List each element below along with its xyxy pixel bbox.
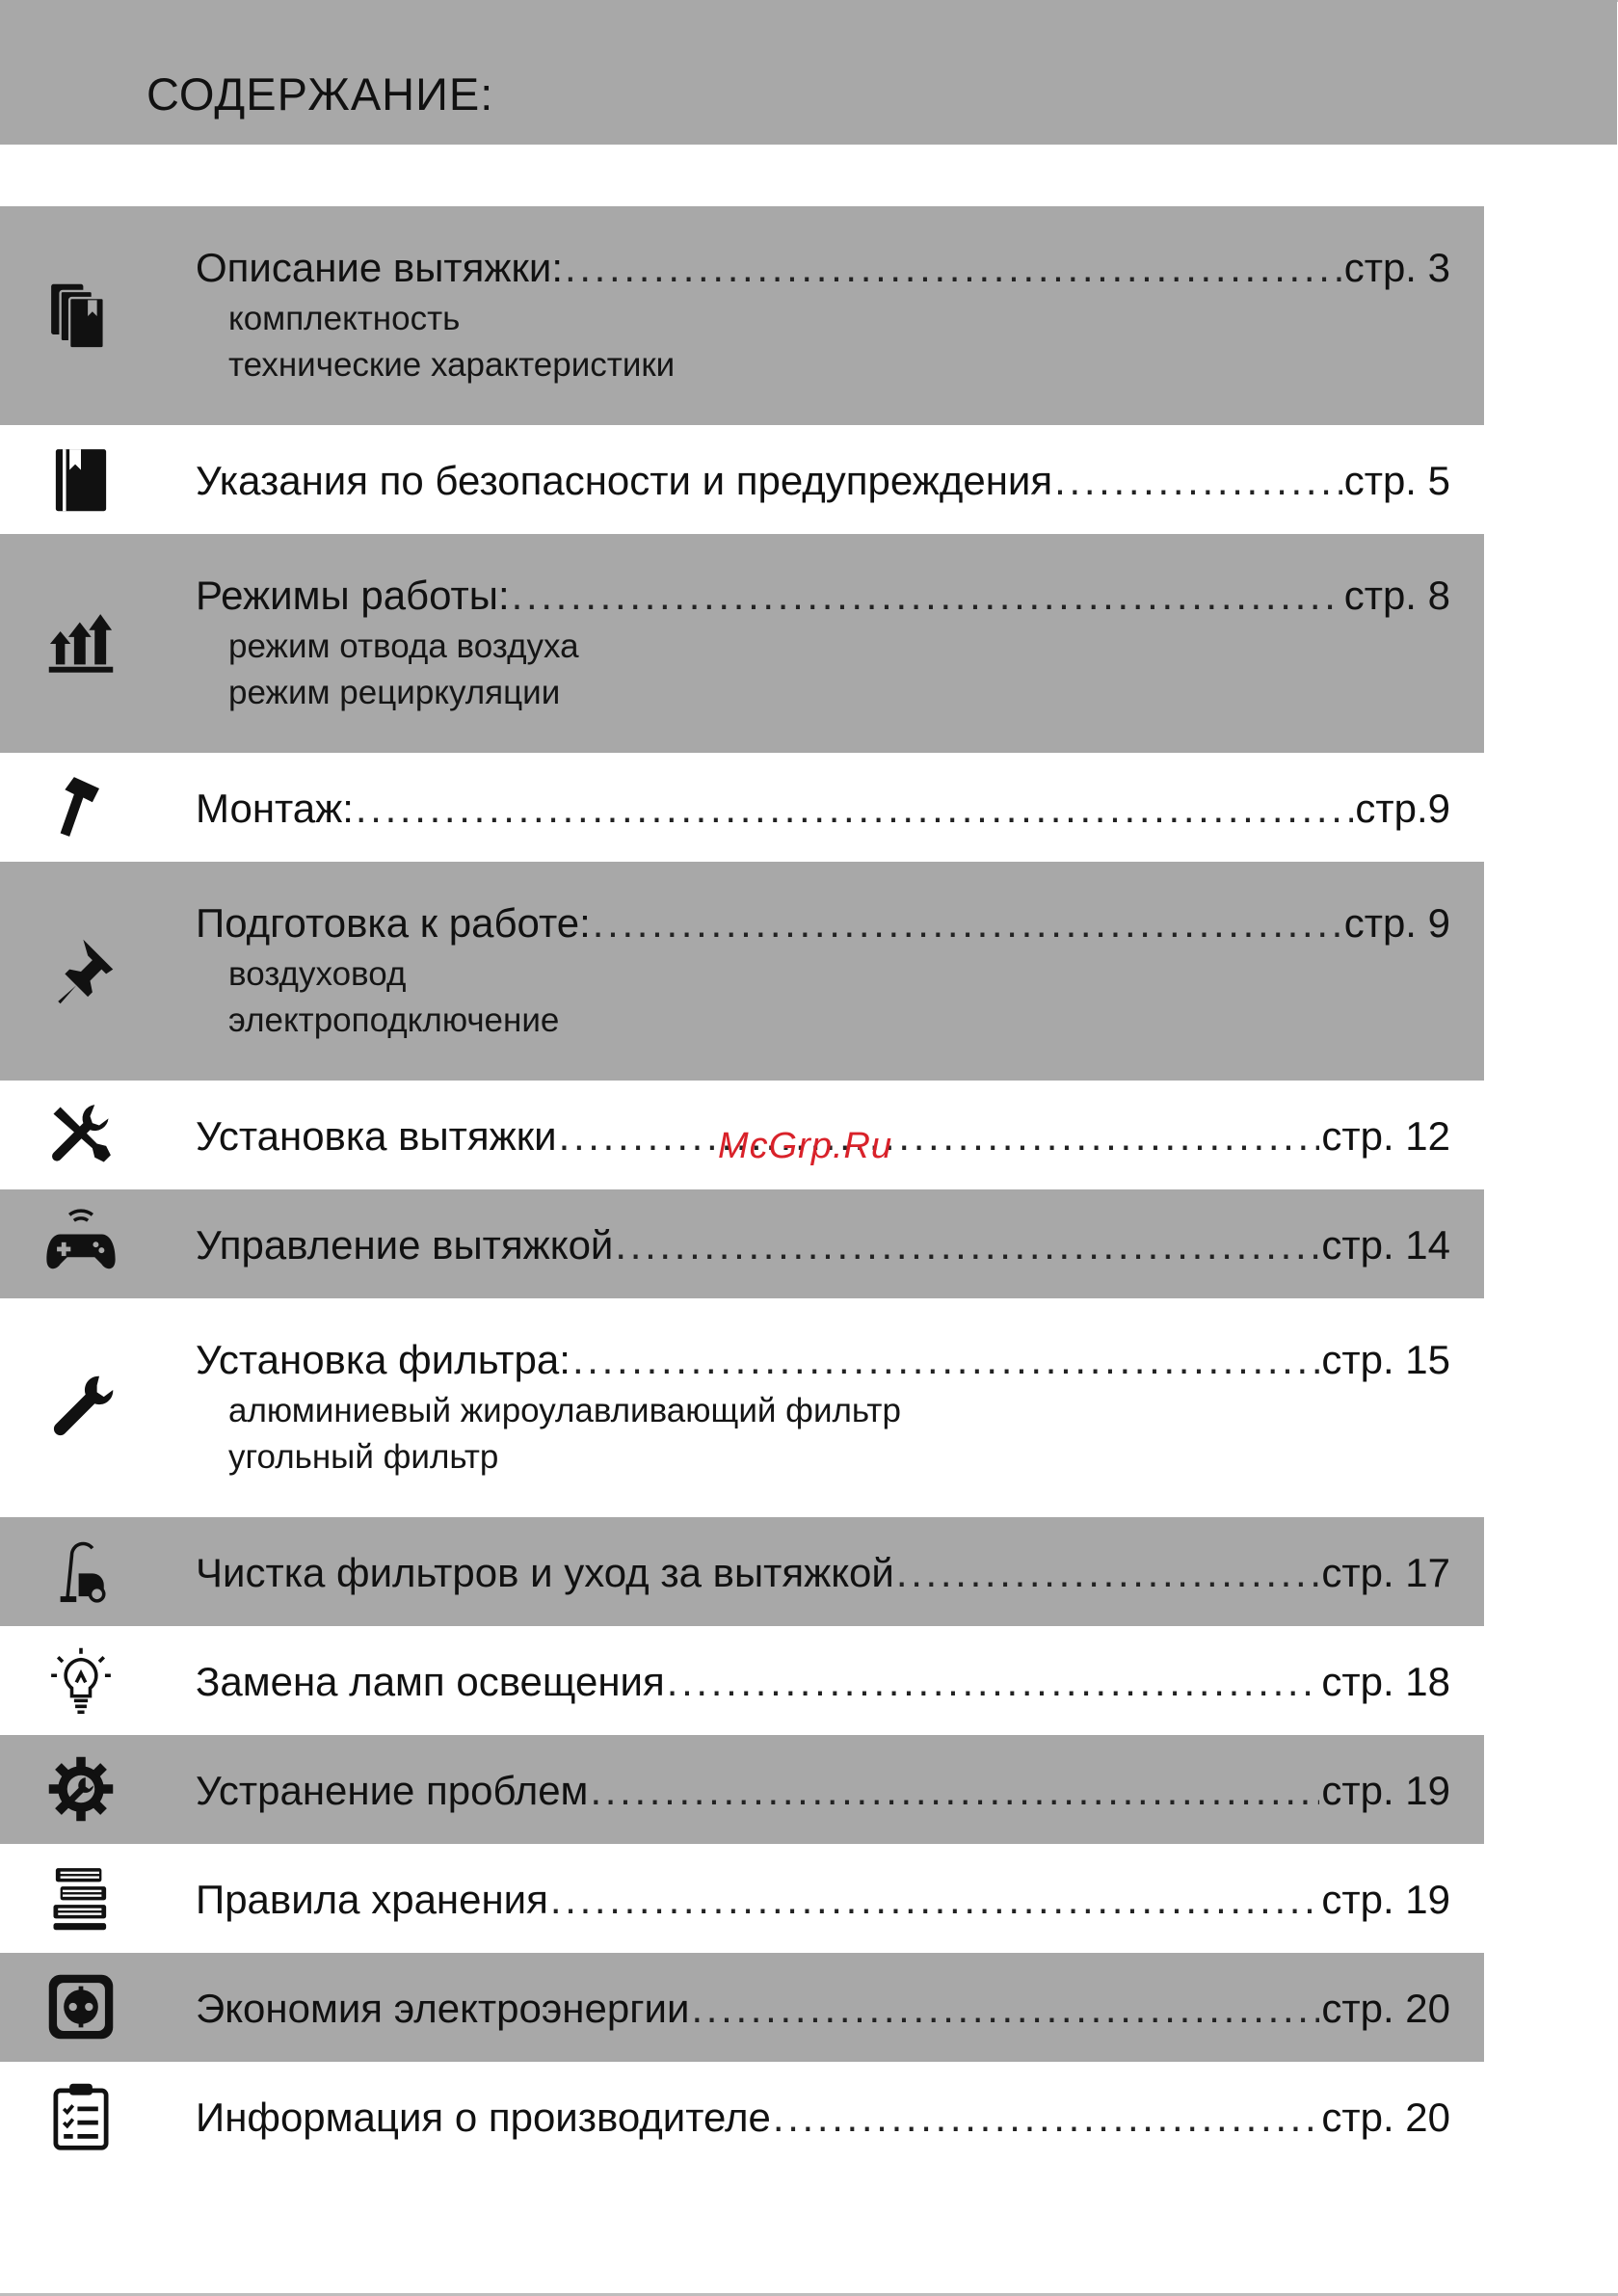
toc-entry-safety[interactable] — [0, 425, 1484, 534]
entry-page: стр. 19 — [1321, 1877, 1450, 1922]
power-socket-icon — [39, 1964, 123, 2049]
entry-title: Информация о производителе — [196, 2095, 771, 2140]
entry-title: Управление вытяжкой — [196, 1222, 614, 1268]
book-bookmark-icon — [39, 437, 123, 521]
pushpin-icon — [39, 929, 123, 1014]
leader-dots — [593, 898, 1342, 948]
entry-page: стр.9 — [1355, 786, 1450, 831]
page-title: СОДЕРЖАНИЕ: — [146, 68, 494, 120]
entry-page: стр. 20 — [1321, 1986, 1450, 2031]
entry-page: стр. 19 — [1321, 1768, 1450, 1813]
entry-page: стр. 20 — [1321, 2095, 1450, 2140]
tools-icon — [39, 1092, 123, 1177]
entry-title: Экономия электроэнергии — [196, 1986, 690, 2031]
entry-page: стр. 12 — [1321, 1113, 1450, 1159]
books-icon — [39, 274, 123, 359]
entry-title: Устранение проблем — [196, 1768, 589, 1813]
leader-dots — [565, 243, 1342, 293]
entry-page: стр. 18 — [1321, 1659, 1450, 1704]
toc-entry-storage[interactable] — [0, 1844, 1484, 1953]
leader-dots — [896, 1548, 1319, 1598]
toc-entry-description[interactable] — [0, 206, 1484, 425]
entry-title: Установка фильтра: — [196, 1337, 570, 1382]
entry-title: Указания по безопасности и предупреждения — [196, 458, 1053, 503]
entry-title: Замена ламп освещения — [196, 1659, 665, 1704]
entry-page: стр. 17 — [1321, 1550, 1450, 1595]
entry-page: стр. 5 — [1343, 458, 1450, 503]
toc-entry-cleaning[interactable] — [0, 1517, 1484, 1626]
leader-dots — [691, 1984, 1319, 2034]
wrench-icon — [39, 1366, 123, 1451]
watermark: McGrp.Ru — [718, 1126, 893, 1166]
entry-page: стр. 3 — [1343, 245, 1450, 290]
entry-title: Режимы работы: — [196, 573, 510, 618]
toc-entry-filter[interactable] — [0, 1298, 1484, 1517]
entry-page: стр. 9 — [1343, 900, 1450, 946]
subitem: алюминиевый жироулавливающий фильтр — [228, 1392, 901, 1429]
toc-entry-control[interactable] — [0, 1189, 1484, 1298]
subitem: воздуховод — [228, 955, 407, 993]
subitem: электроподключение — [228, 1001, 560, 1039]
leader-dots — [590, 1766, 1319, 1816]
toc-entry-preparation[interactable] — [0, 862, 1484, 1081]
toc-entry-lamps[interactable] — [0, 1626, 1484, 1735]
leader-dots — [572, 1335, 1319, 1385]
leader-dots — [667, 1657, 1320, 1707]
entry-page: стр. 14 — [1321, 1222, 1450, 1268]
entry-title: Установка вытяжки — [196, 1113, 557, 1159]
subitem: технические характеристики — [228, 346, 676, 384]
entry-title: Чистка фильтров и уход за вытяжкой — [196, 1550, 894, 1595]
gear-wrench-icon — [39, 1747, 123, 1831]
leader-dots — [773, 2093, 1319, 2143]
toc-entry-mounting[interactable] — [0, 753, 1484, 862]
toc-entry-energy[interactable] — [0, 1953, 1484, 2062]
vacuum-cleaner-icon — [39, 1529, 123, 1614]
clipboard-list-icon — [39, 2073, 123, 2158]
subitem: режим отвода воздуха — [228, 627, 579, 665]
stacked-books-icon — [39, 1855, 123, 1940]
leader-dots — [356, 784, 1353, 834]
entry-page: стр. 15 — [1321, 1337, 1450, 1382]
leader-dots — [512, 571, 1342, 621]
toc-entry-manufacturer[interactable] — [0, 2062, 1484, 2171]
leader-dots — [1054, 456, 1342, 506]
leader-dots — [615, 1220, 1319, 1270]
table-of-contents — [0, 206, 1484, 2171]
leader-dots — [550, 1875, 1319, 1925]
subitem: комплектность — [228, 300, 461, 337]
arrows-up-icon — [39, 601, 123, 686]
lightbulb-icon — [39, 1638, 123, 1722]
toc-entry-modes[interactable] — [0, 534, 1484, 753]
gamepad-icon — [39, 1201, 123, 1286]
toc-entry-troubleshooting[interactable] — [0, 1735, 1484, 1844]
subitem: угольный фильтр — [228, 1438, 499, 1476]
entry-title: Описание вытяжки: — [196, 245, 563, 290]
entry-title: Монтаж: — [196, 786, 354, 831]
entry-page: стр. 8 — [1343, 573, 1450, 618]
hammer-icon — [39, 764, 123, 849]
leader-dots — [559, 1111, 1320, 1161]
entry-title: Правила хранения — [196, 1877, 548, 1922]
subitem: режим рециркуляции — [228, 674, 561, 711]
page-header — [0, 0, 1617, 145]
entry-title: Подготовка к работе: — [196, 900, 591, 946]
